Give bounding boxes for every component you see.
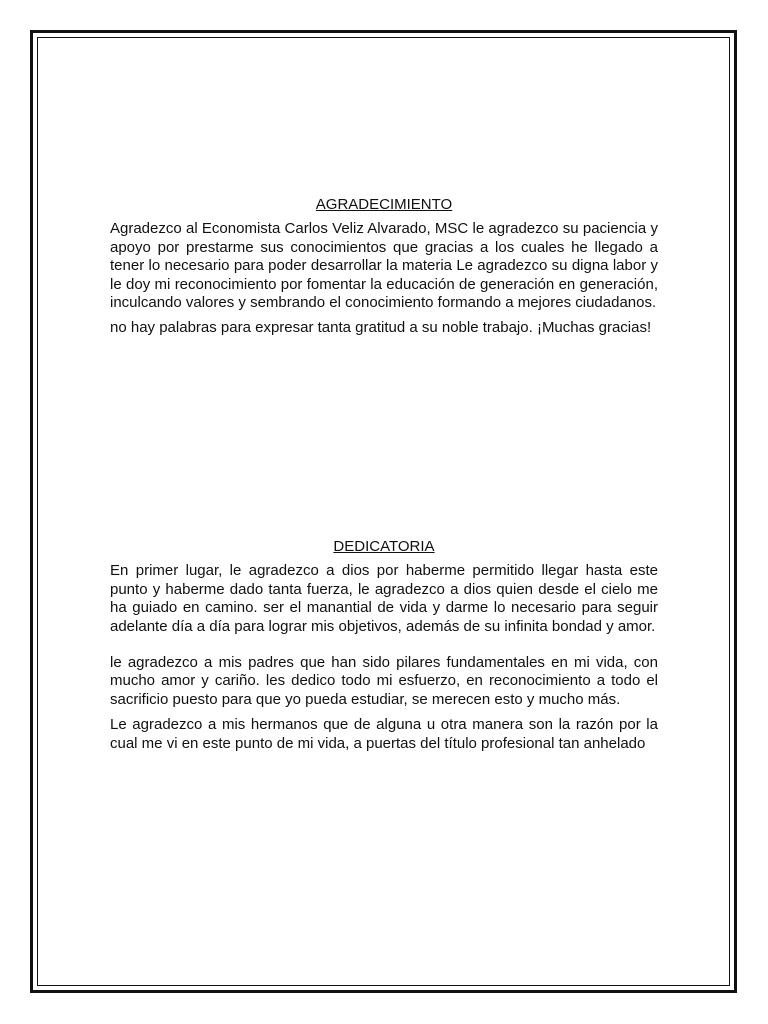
dedicatoria-paragraph-2: le agradezco a mis padres que han sido pilares fundamentales en mi vida, con mucho amor y cariño. les dedico todo mi esfuerzo, en reconocimiento a todo el sacrificio puesto para que yo pueda estudiar, se merecen esto y mucho más. (110, 654, 658, 708)
agradecimiento-title: AGRADECIMIENTO (315, 196, 453, 213)
agradecimiento-section (110, 196, 658, 338)
dedicatoria-paragraph-1: En primer lugar, le agradezco a dios por haberme permitido llegar hasta este punto y haberme dado tanta fuerza, le agradezco a dios quien desde el cielo me ha guiado en camino. ser el manantial de vida y darme lo necesario para seguir adelante día a día para lograr mis objetivos, además de su infinita bondad y amor. (110, 562, 658, 635)
page-border-inner (37, 37, 730, 986)
dedicatoria-title: DEDICATORIA (333, 538, 435, 555)
dedicatoria-section (110, 538, 658, 753)
dedicatoria-paragraph-3: Le agradezco a mis hermanos que de alguna u otra manera son la razón por la cual me vi en este punto de mi vida, a puertas del título profesional tan anhelado (110, 716, 658, 752)
agradecimiento-paragraph-1: Agradezco al Economista Carlos Veliz Alvarado, MSC le agradezco su paciencia y apoyo por prestarme sus conocimientos que gracias a los cuales he llegado a tener lo necesario para poder desarrollar la materia Le agradezco su digna labor y le doy mi reconocimiento por fomentar la educación de generación en generación, inculcando valores y sembrando el conocimiento formando a mejores ciudadanos. (110, 220, 658, 312)
agradecimiento-paragraph-2: no hay palabras para expresar tanta gratitud a su noble trabajo. ¡Muchas gracias! (110, 319, 652, 337)
